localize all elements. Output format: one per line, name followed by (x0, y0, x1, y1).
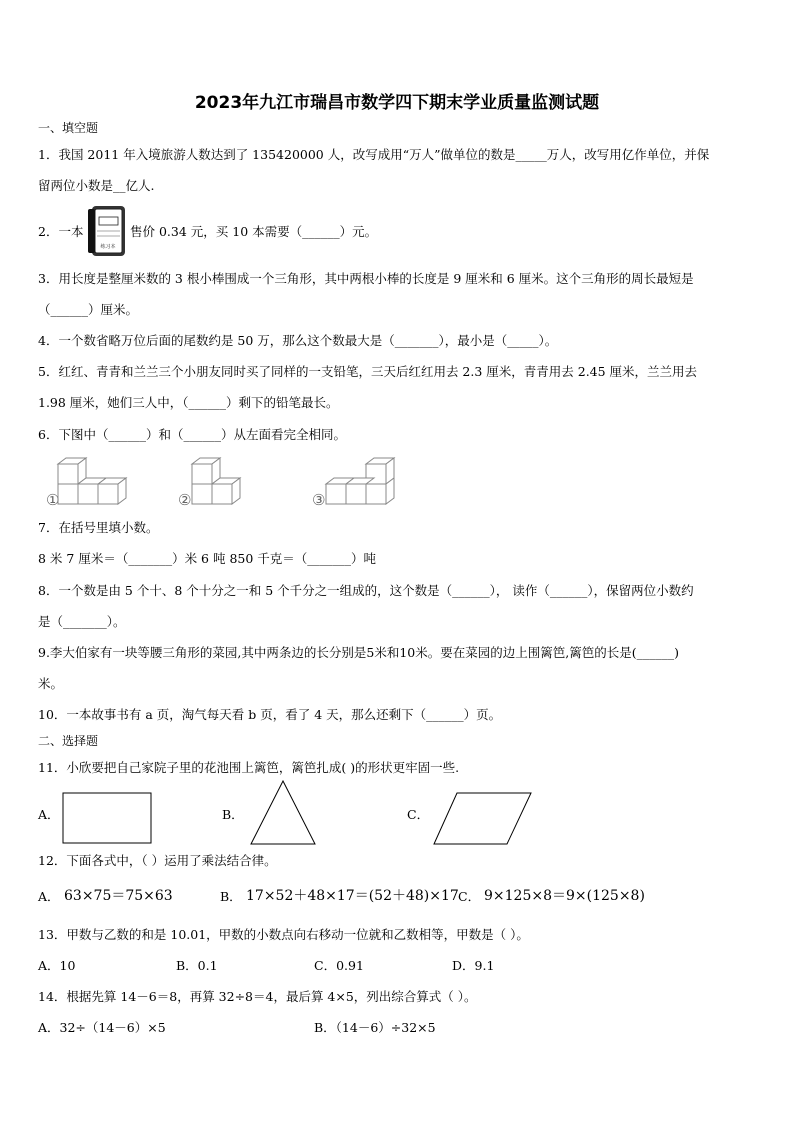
q13-option-c: C．0.91 (314, 958, 364, 973)
q6-text: 6．下图中（______）和（______）从左面看完全相同。 (38, 427, 346, 442)
section-choice-heading: 二、选择题 (38, 734, 99, 748)
q11-option-b: B． (222, 807, 244, 822)
q11-text: 11．小欣要把自己家院子里的花池围上篱笆，篱笆扎成( )的形状更牢固一些. (38, 760, 460, 775)
q14-option-a: A．32÷（14－6）×5 (38, 1020, 166, 1035)
q1-line2: 留两位小数是__亿人. (38, 178, 155, 193)
q10-text: 10．一本故事书有 a 页，淘气每天看 b 页，看了 4 天，那么还剩下（______）页。 (38, 707, 502, 722)
q2-prefix: 2．一本 (38, 224, 84, 239)
cube-figure-3 (310, 452, 405, 512)
q4-text: 4．一个数省略万位后面的尾数约是 50 万，那么这个数最大是（_______），最小是（_____）。 (38, 333, 558, 348)
q8-line1: 8．一个数是由 5 个十、8 个十分之一和 5 个千分之一组成的，这个数是（______）， 读作（______），保留两位小数约 (38, 583, 694, 598)
q14-option-b: B．（14－6）÷32×5 (314, 1020, 436, 1035)
q13-text: 13．甲数与乙数的和是 10.01，甲数的小数点向右移动一位就和乙数相等，甲数是（ ）。 (38, 927, 529, 942)
q2-suffix: 售价 0.34 元，买 10 本需要（______）元。 (130, 224, 378, 239)
q12-option-b-label: B． (220, 889, 242, 904)
q12-option-a-label: A． (38, 889, 60, 904)
q12-text: 12．下面各式中，（ ）运用了乘法结合律。 (38, 853, 277, 868)
q1-line1: 1．我国 2011 年入境旅游人数达到了 135420000 人，改写成用“万人”做单位的数是_____万人，改写用亿作单位，并保 (38, 147, 710, 162)
q7-line1: 7．在括号里填小数。 (38, 520, 159, 535)
q3-line1: 3．用长度是整厘米数的 3 根小棒围成一个三角形，其中两根小棒的长度是 9 厘米和 6 厘米。这个三角形的周长最短是 (38, 271, 694, 286)
page-title: 2023年九江市瑞昌市数学四下期末学业质量监测试题 (194, 93, 600, 113)
cube-figure-2 (176, 456, 271, 512)
q5-line2: 1.98 厘米，她们三人中，（______）剩下的铅笔最长。 (38, 395, 339, 410)
q8-line2: 是（_______）。 (38, 614, 126, 629)
q7-line2: 8 米 7 厘米＝（_______）米 6 吨 850 千克＝（_______）吨 (38, 551, 377, 566)
q12-option-c-label: C． (458, 889, 481, 904)
rectangle-shape (62, 792, 152, 844)
triangle-shape (250, 780, 316, 846)
q3-line2: （______）厘米。 (38, 302, 139, 317)
q11-option-a: A． (38, 807, 60, 822)
figure-label-1: ① (46, 491, 60, 509)
q13-option-a: A．10 (38, 958, 76, 973)
figure-label-3: ③ (312, 491, 326, 509)
q12-option-b-expr: 17×52＋48×17＝(52＋48)×17 (246, 888, 459, 904)
q13-option-b: B．0.1 (176, 958, 218, 973)
parallelogram-shape (433, 792, 533, 846)
cube-figure-1 (38, 456, 133, 512)
q12-option-a-expr: 63×75＝75×63 (64, 888, 173, 904)
q11-option-c: C． (407, 807, 430, 822)
q13-option-d: D．9.1 (452, 958, 495, 973)
q14-text: 14．根据先算 14－6＝8，再算 32÷8＝4，最后算 4×5，列出综合算式（ ）。 (38, 989, 477, 1004)
section-fill-heading: 一、填空题 (38, 121, 99, 135)
q9-line2: 米。 (38, 676, 64, 691)
notebook-icon (86, 203, 128, 259)
q5-line1: 5．红红、青青和兰兰三个小朋友同时买了同样的一支铅笔，三天后红红用去 2.3 厘米，青青用去 2.45 厘米，兰兰用去 (38, 364, 698, 379)
q9-line1: 9.李大伯家有一块等腰三角形的菜园,其中两条边的长分别是5米和10米。要在菜园的边上围篱笆,篱笆的长是(______) (38, 645, 679, 660)
notebook-label: 练习本 (100, 244, 116, 250)
q12-option-c-expr: 9×125×8＝9×(125×8) (484, 888, 645, 904)
figure-label-2: ② (178, 491, 192, 509)
